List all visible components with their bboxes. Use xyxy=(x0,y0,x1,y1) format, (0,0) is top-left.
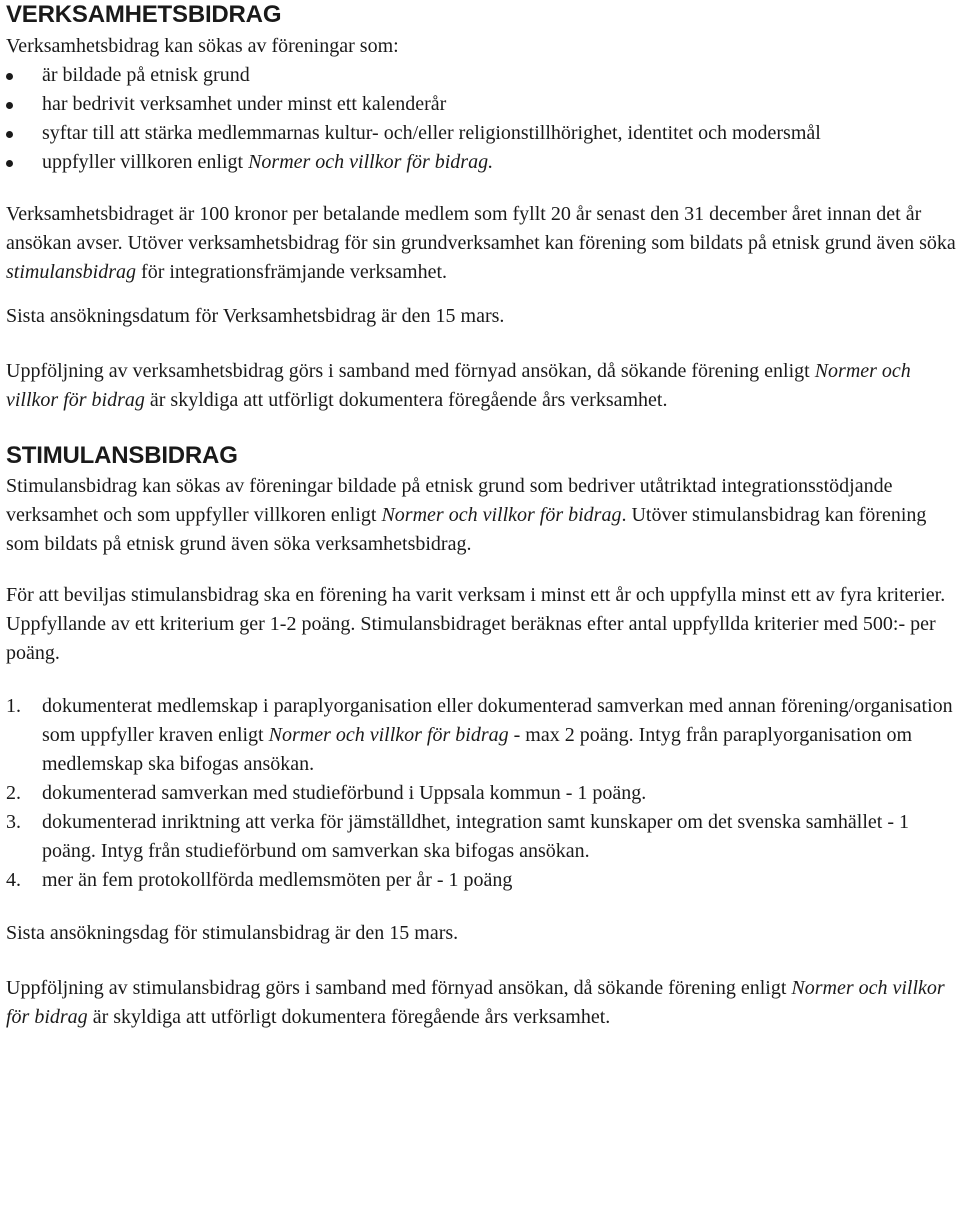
paragraph-text: . Utöver stimulansbidrag kan förening som bildats på etnisk grund även söka verksamhetsbidrag. xyxy=(6,504,927,555)
reference-normer: Normer och villkor för bidrag xyxy=(6,977,945,1028)
reference-normer: Normer och villkor för bidrag xyxy=(268,724,509,746)
document-page xyxy=(6,0,956,1032)
eligibility-list xyxy=(6,61,956,177)
list-item xyxy=(6,148,956,177)
paragraph-text: är skyldiga att utförligt dokumentera föregående års verksamhet. xyxy=(87,1006,611,1028)
paragraph-text: Uppföljning av verksamhetsbidrag görs i samband med förnyad ansökan, då sökande förening enligt xyxy=(6,360,815,382)
stimulans-intro xyxy=(6,472,956,559)
criterion-text: dokumenterad samverkan med studieförbund i Uppsala kommun - 1 poäng. xyxy=(42,782,647,804)
paragraph-text: Verksamhetsbidraget är 100 kronor per betalande medlem som fyllt 20 år senast den 31 december året innan det år ansökan avser. Utöver verksamhetsbidrag för sin grundverksamhet kan förening som bildats på etnisk grund även söka xyxy=(6,203,956,254)
criterion-number: 2. xyxy=(6,782,21,804)
stimulans-conditions: För att beviljas stimulansbidrag ska en förening ha varit verksam i minst ett år och uppfylla minst ett av fyra kriterier. Uppfyllande av ett kriterium ger 1-2 poäng. Stimulansbidraget beräknas efter antal uppfyllda kriterier med 500:- per poäng. xyxy=(6,584,946,664)
verksamhet-deadline: Sista ansökningsdatum för Verksamhetsbidrag är den 15 mars. xyxy=(6,305,505,327)
reference-normer: Normer och villkor för bidrag. xyxy=(248,151,494,173)
criterion-item xyxy=(6,866,956,895)
list-item xyxy=(6,61,956,90)
list-item xyxy=(6,90,956,119)
heading-verksamhetsbidrag: VERKSAMHETSBIDRAG xyxy=(6,1,282,28)
verksamhet-intro: Verksamhetsbidrag kan sökas av föreningar som: xyxy=(6,35,399,57)
stimulans-deadline: Sista ansökningsdag för stimulansbidrag är den 15 mars. xyxy=(6,922,459,944)
paragraph-text: är skyldiga att utförligt dokumentera föregående års verksamhet. xyxy=(144,389,668,411)
criterion-text: dokumenterad inriktning att verka för jämställdhet, integration samt kunskaper om det svenska samhället - 1 poäng. Intyg från studieförbund om samverkan ska bifogas ansökan. xyxy=(42,811,909,862)
criterion-number: 3. xyxy=(6,811,21,833)
paragraph-text: Stimulansbidrag kan sökas av föreningar bildade på etnisk grund som bedriver utåtriktad integrationsstödjande verksamhet och som uppfyller villkoren enligt xyxy=(6,475,893,526)
list-item-text: har bedrivit verksamhet under minst ett kalenderår xyxy=(42,93,447,115)
criterion-number: 4. xyxy=(6,869,21,891)
criterion-item xyxy=(6,808,956,866)
criterion-text: - max 2 poäng. Intyg från paraplyorganisation om medlemskap ska bifogas ansökan. xyxy=(42,724,913,775)
list-item-text: är bildade på etnisk grund xyxy=(42,64,250,86)
reference-stimulansbidrag: stimulansbidrag xyxy=(6,261,137,283)
verksamhet-amount-paragraph xyxy=(6,200,956,287)
criterion-item xyxy=(6,779,956,808)
reference-normer: Normer och villkor för bidrag xyxy=(6,360,911,411)
paragraph-text: för integrationsfrämjande verksamhet. xyxy=(136,261,448,283)
criterion-item xyxy=(6,692,956,779)
criterion-text: dokumenterat medlemskap i paraplyorganisation eller dokumenterad samverkan med annan förening/organisation som uppfyller kraven enligt xyxy=(42,695,953,746)
heading-stimulansbidrag: STIMULANSBIDRAG xyxy=(6,442,238,469)
paragraph-text: Uppföljning av stimulansbidrag görs i samband med förnyad ansökan, då sökande förening enligt xyxy=(6,977,792,999)
criterion-text: mer än fem protokollförda medlemsmöten per år - 1 poäng xyxy=(42,869,513,891)
criteria-list xyxy=(6,692,956,895)
list-item-text: uppfyller villkoren enligt xyxy=(42,151,249,173)
reference-normer: Normer och villkor för bidrag xyxy=(381,504,622,526)
stimulans-followup xyxy=(6,974,956,1032)
criterion-number: 1. xyxy=(6,695,21,717)
list-item xyxy=(6,119,956,148)
verksamhet-followup xyxy=(6,357,956,415)
list-item-text: syftar till att stärka medlemmarnas kultur- och/eller religionstillhörighet, identitet och modersmål xyxy=(42,122,821,144)
